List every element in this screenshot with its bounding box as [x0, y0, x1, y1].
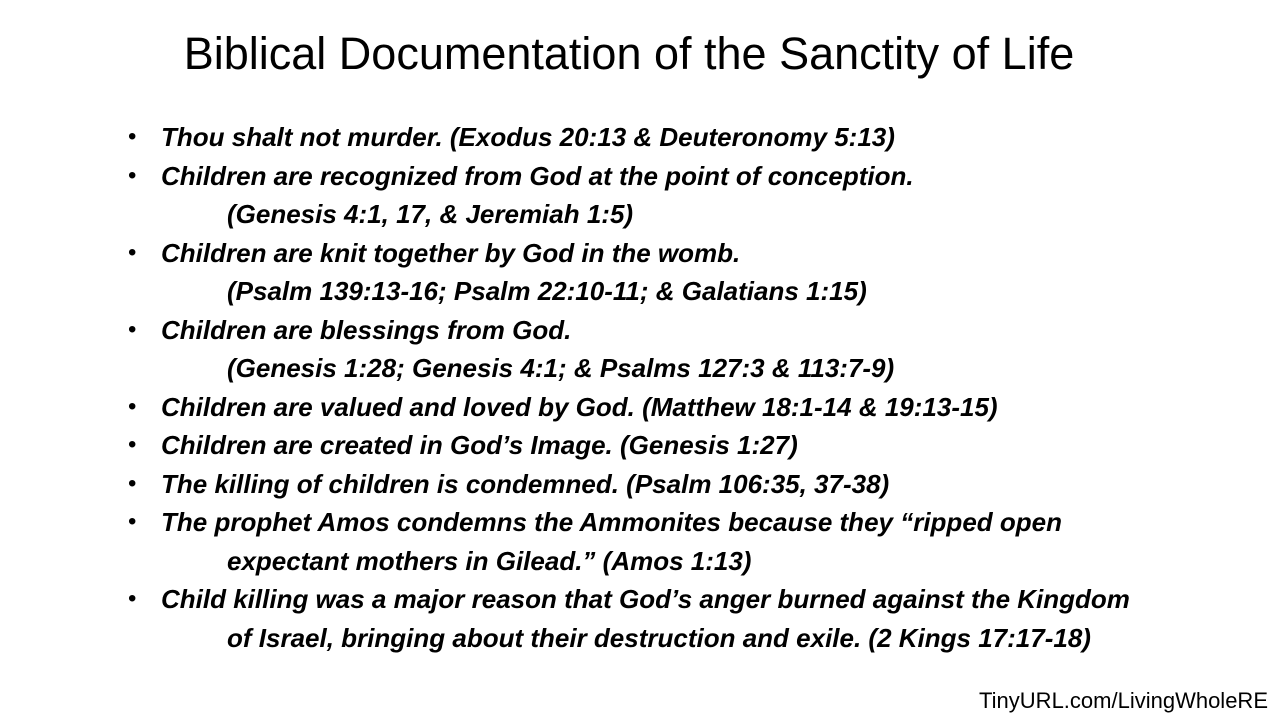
bullet-text: Children are recognized from God at the point of conception.	[161, 160, 914, 191]
bullet-item	[0, 388, 1280, 427]
bullet-dot-icon: •	[128, 161, 137, 189]
bullet-dot-icon: •	[128, 315, 137, 343]
bullet-item	[0, 580, 1280, 657]
bullet-dot-icon: •	[128, 508, 137, 535]
footer-url: TinyURL.com/LivingWholeRE	[979, 688, 1268, 713]
bullet-text: Child killing was a major reason that God’s anger burned against the Kingdom	[161, 584, 1130, 614]
bullet-reference: (Genesis 1:28; Genesis 4:1; & Psalms 127:3 & 113:7-9)	[227, 353, 895, 383]
bullet-item	[0, 157, 1280, 234]
bullet-continuation: expectant mothers in Gilead.” (Amos 1:13)	[227, 545, 752, 576]
bullet-list	[0, 118, 1280, 657]
bullet-dot-icon: •	[128, 392, 137, 420]
bullet-item	[0, 465, 1280, 504]
bullet-item	[0, 234, 1280, 311]
bullet-text: Children are valued and loved by God. (Matthew 18:1-14 & 19:13-15)	[161, 391, 998, 422]
bullet-text: Children are blessings from God.	[161, 314, 572, 345]
bullet-dot-icon: •	[128, 585, 137, 612]
bullet-text: Thou shalt not murder. (Exodus 20:13 & Deuteronomy 5:13)	[161, 122, 895, 152]
slide-title: Biblical Documentation of the Sanctity of Life	[183, 28, 1075, 79]
bullet-text: The prophet Amos condemns the Ammonites because they “ripped open	[161, 507, 1062, 537]
bullet-item	[0, 311, 1280, 388]
bullet-dot-icon: •	[128, 238, 137, 266]
bullet-item	[0, 118, 1280, 157]
bullet-reference: (Psalm 139:13-16; Psalm 22:10-11; & Galatians 1:15)	[227, 276, 867, 306]
bullet-item	[0, 426, 1280, 465]
bullet-reference: (Genesis 4:1, 17, & Jeremiah 1:5)	[227, 199, 634, 229]
bullet-text: Children are knit together by God in the womb.	[161, 237, 741, 268]
bullet-dot-icon: •	[128, 123, 137, 150]
bullet-dot-icon: •	[128, 431, 137, 458]
bullet-dot-icon: •	[128, 469, 137, 497]
bullet-text: Children are created in God’s Image. (Genesis 1:27)	[161, 430, 798, 460]
bullet-continuation: of Israel, bringing about their destruction and exile. (2 Kings 17:17-18)	[227, 622, 1091, 653]
bullet-item	[0, 503, 1280, 580]
bullet-text: The killing of children is condemned. (Psalm 106:35, 37-38)	[161, 468, 890, 499]
